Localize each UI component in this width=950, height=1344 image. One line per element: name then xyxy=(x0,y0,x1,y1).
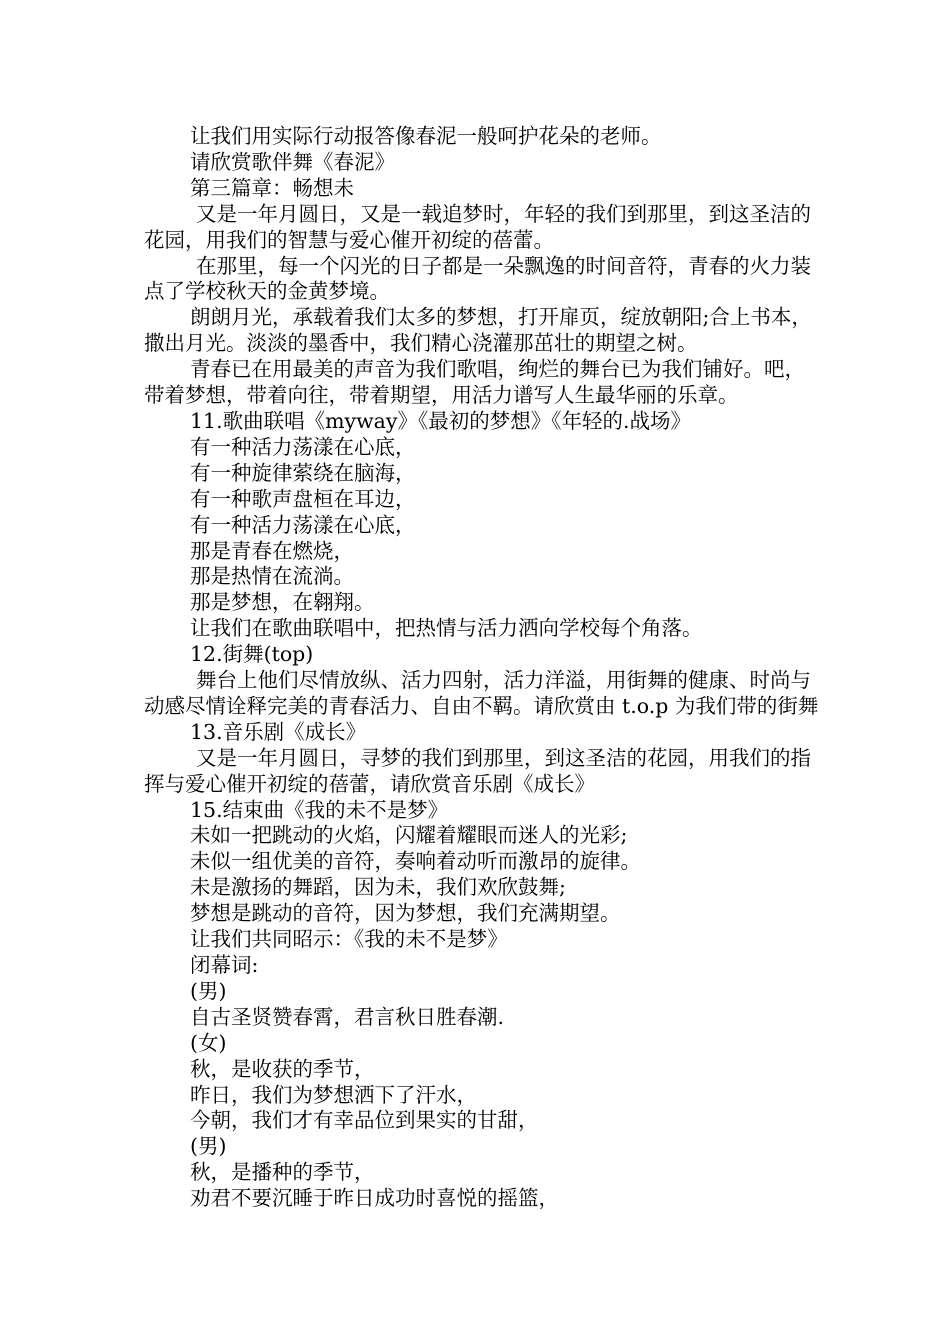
verse-line: 有一种活力荡漾在心底， xyxy=(190,434,416,459)
paragraph: 请欣赏歌伴舞《春泥》 xyxy=(190,149,395,174)
paragraph: 青春已在用最美的声音为我们歌唱，绚烂的舞台已为我们铺好。吧，带着梦想，带着向往，带着期望，用活力谱写人生最华丽的乐章。 xyxy=(144,357,805,408)
verse-line: 未似一组优美的音符，奏响着动听而激昂的旋律。 xyxy=(190,849,641,874)
speaker-tag: (女) xyxy=(190,1030,227,1055)
verse-line: 有一种旋律萦绕在脑海， xyxy=(190,460,416,485)
verse-line: 那是梦想，在翱翔。 xyxy=(190,590,375,615)
verse-line: 未是激扬的舞蹈，因为未，我们欢欣鼓舞; xyxy=(190,875,566,900)
paragraph: 在那里，每一个闪光的日子都是一朵飘逸的时间音符，青春的火力装点了学校秋天的金黄梦境。 xyxy=(144,253,811,304)
verse-line: 有一种活力荡漾在心底， xyxy=(190,512,416,537)
paragraph: 又是一年月圆日，寻梦的我们到那里，到这圣洁的花园，用我们的指挥与爱心催开初绽的蓓蕾，请欣赏音乐剧《成长》 xyxy=(144,745,811,796)
paragraph: 让我们共同昭示：《我的未不是梦》 xyxy=(190,927,508,952)
verse-line: 梦想是跳动的音符，因为梦想，我们充满期望。 xyxy=(190,901,621,926)
verse-line: 未如一把跳动的火焰，闪耀着耀眼而迷人的光彩; xyxy=(190,823,628,848)
speaker-tag: (男) xyxy=(190,1134,227,1159)
program-item-heading: 13.音乐剧《成长》 xyxy=(190,719,367,744)
paragraph: 舞台上他们尽情放纵、活力四射，活力洋溢，用街舞的健康、时尚与动感尽情诠释完美的青春活力、自由不羁。请欣赏由 t.o.p 为我们带的街舞 xyxy=(144,668,819,718)
program-item-heading: 15.结束曲《我的未不是梦》 xyxy=(190,797,449,822)
paragraph: 朗朗月光，承载着我们太多的梦想，打开扉页，绽放朝阳;合上书本，撒出月光。淡淡的墨香中，我们精心浇灌那茁壮的期望之树。 xyxy=(144,305,812,356)
paragraph: 让我们在歌曲联唱中，把热情与活力洒向学校每个角落。 xyxy=(190,616,703,641)
section-heading: 第三篇章：畅想未 xyxy=(190,175,354,200)
verse-line: 劝君不要沉睡于昨日成功时喜悦的摇篮， xyxy=(190,1186,559,1211)
verse-line: 秋，是收获的季节， xyxy=(190,1056,375,1081)
speaker-tag: (男) xyxy=(190,978,227,1003)
verse-line: 今朝，我们才有幸品位到果实的甘甜， xyxy=(190,1108,539,1133)
program-item-heading: 11.歌曲联唱《myway》《最初的梦想》《年轻的.战场》 xyxy=(190,408,691,433)
document-body xyxy=(144,124,824,1212)
verse-line: 那是青春在燃烧， xyxy=(190,538,354,563)
paragraph: 又是一年月圆日，又是一载追梦时，年轻的我们到那里，到这圣洁的花园，用我们的智慧与爱心催开初绽的蓓蕾。 xyxy=(144,201,811,252)
program-item-heading: 12.街舞(top) xyxy=(190,642,314,667)
verse-line: 昨日，我们为梦想洒下了汗水， xyxy=(190,1082,477,1107)
verse-line: 秋，是播种的季节， xyxy=(190,1160,375,1185)
verse-line: 有一种歌声盘桓在耳边， xyxy=(190,486,416,511)
verse-line: 那是热情在流淌。 xyxy=(190,564,354,589)
section-heading: 闭幕词: xyxy=(190,953,259,977)
paragraph: 让我们用实际行动报答像春泥一般呵护花朵的老师。 xyxy=(190,124,662,148)
verse-line: 自古圣贤赞春霄，君言秋日胜春潮. xyxy=(190,1004,505,1029)
